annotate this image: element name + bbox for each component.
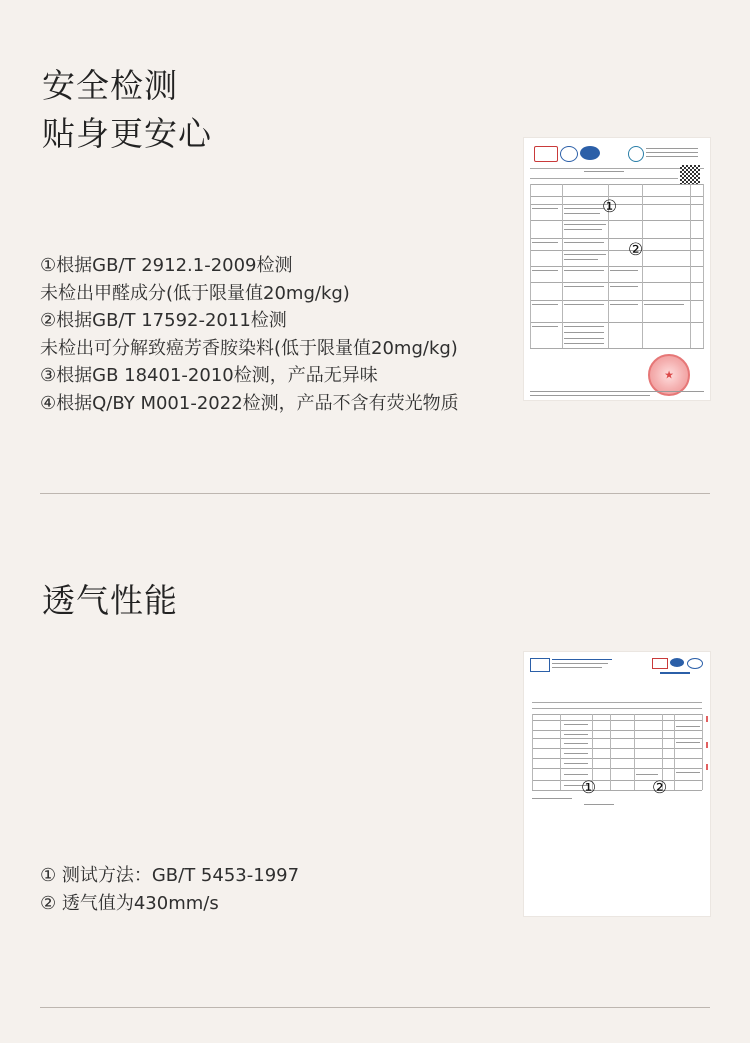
- test-line: ① 测试方法：GB/T 5453-1997: [40, 865, 300, 886]
- qr-code: [680, 165, 700, 185]
- cma-logo: [534, 146, 558, 162]
- report-marker-2: ②: [628, 240, 644, 260]
- section2-description: [40, 862, 299, 917]
- breathability-test-report-image: [524, 652, 710, 916]
- report-marker-2: ②: [652, 778, 668, 798]
- report-marker-1: ①: [581, 778, 597, 798]
- test-line: ④根据Q/BY M001-2022检测，产品不含有荧光物质: [40, 392, 459, 414]
- section-divider: [40, 1007, 710, 1008]
- test-line: 未检出可分解致癌芳香胺染料(低于限量值20mg/kg): [40, 337, 458, 359]
- section1-description: [40, 252, 459, 417]
- section-divider: [40, 493, 710, 494]
- ilac-logo: [560, 146, 578, 162]
- test-line: 未检出甲醛成分(低于限量值20mg/kg): [40, 282, 350, 304]
- section1-title-line2: 贴身更安心: [42, 114, 212, 153]
- institute-logo: [628, 146, 644, 162]
- section1-title-line1: 安全检测: [42, 66, 178, 105]
- tts-logo: [530, 658, 550, 672]
- cnas-logo: [670, 658, 684, 667]
- cma-logo: [652, 658, 668, 669]
- cnas-logo: [580, 146, 600, 160]
- test-line: ②根据GB/T 17592-2011检测: [40, 310, 287, 331]
- test-line: ①根据GB/T 2912.1-2009检测: [40, 255, 293, 276]
- official-stamp: ★: [648, 354, 690, 396]
- ilac-logo: [687, 658, 703, 669]
- safety-test-report-image: [524, 138, 710, 400]
- report-marker-1: ①: [602, 197, 618, 217]
- section2-title: 透气性能: [42, 581, 178, 620]
- test-line: ③根据GB 18401-2010检测，产品无异味: [40, 365, 378, 386]
- test-line: ② 透气值为430mm/s: [40, 892, 219, 914]
